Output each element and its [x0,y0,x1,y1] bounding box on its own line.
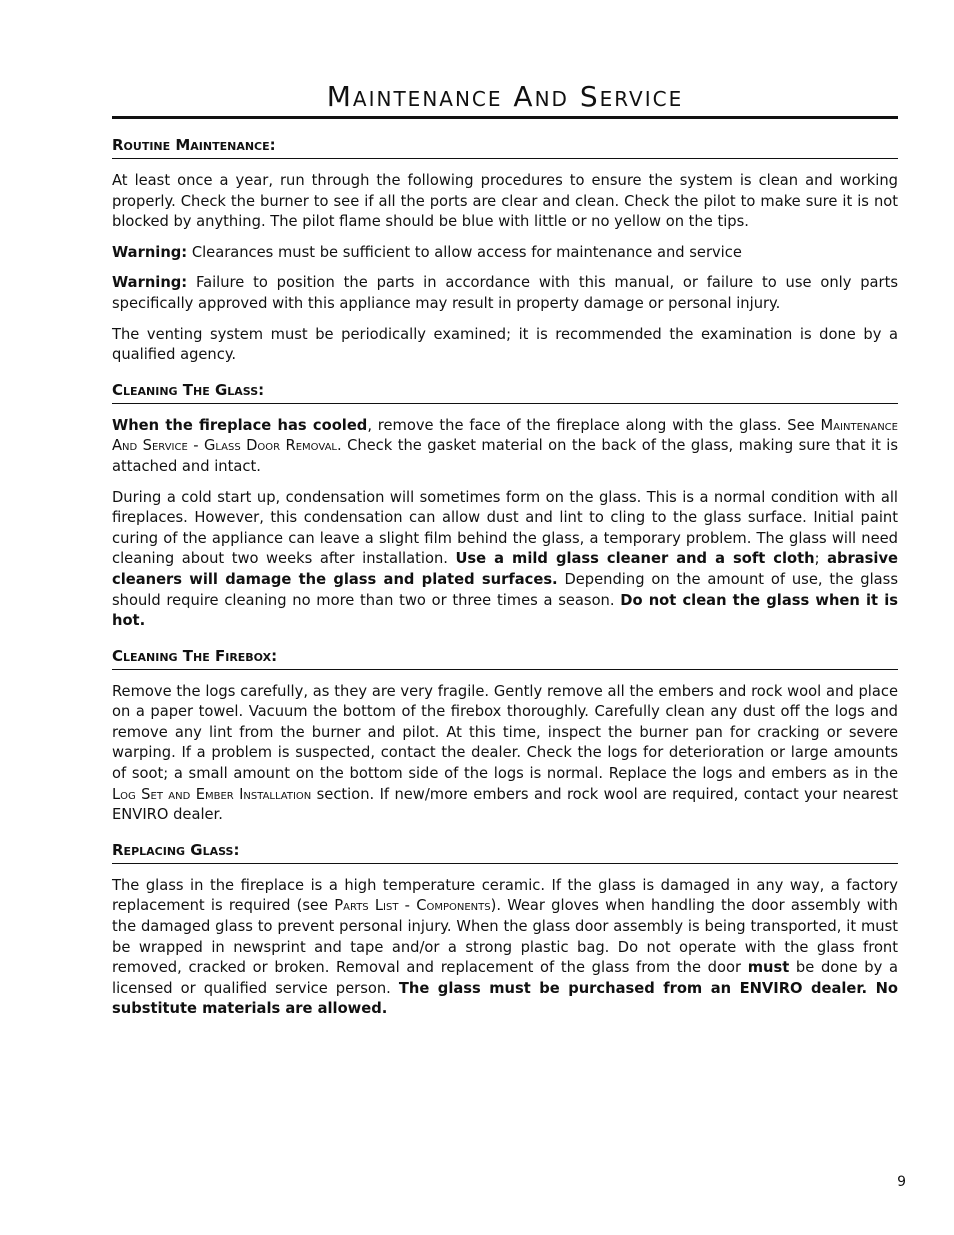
text-run: be done by a licensed or qualified service person. [112,959,898,997]
text-run: ). Wear gloves when handling the door assembly with the damaged glass to prevent personal injury. When the glass door assembly is being transported, it must be wrapped in newsprint and tape and/or a strong plastic bag. Do not operate with the glass front removed, cracked or broken. Removal and replacement of the glass from the door [112,897,898,977]
cooled-emphasis: When the fireplace has cooled [112,416,368,434]
section-heading-cleaning-firebox: Cleaning The Firebox: [112,646,898,670]
text-run: , remove the face of the fireplace along with the glass. See [367,416,821,434]
emphasis: must [747,959,790,977]
cross-reference: Parts List - Components [334,897,491,915]
routine-text: At least once a year, run through the following procedures to ensure the system is clean and working properly. Check the burner to see if all the ports are clear and clean. Check the pilot to make sure it is not blocked by anything. The pilot flame should be blue with little or no yellow on the tips. [112,172,898,231]
warning-label: Warning: [112,243,188,261]
page-number: 9 [897,1174,906,1190]
page-title: Maintenance And Service [112,80,898,119]
emphasis: Use a mild glass cleaner and a soft cloth [455,550,815,568]
cross-reference: Log Set and Ember Installation [112,785,312,803]
text-run: Remove the logs carefully, as they are very fragile. Gently remove all the embers and rock wool and place on a paper towel. Vacuum the bottom of the firebox thoroughly. Carefully clean any dust off the logs and remove any lint from the burner and pilot. At this time, inspect the burner pan for cracking or severe warping. If a problem is suspected, contact the dealer. Check the logs for deterioration or large amounts of soot; a small amount on the bottom side of the logs is normal. Replace the logs and embers as in the [112,682,898,783]
warning-text: Clearances must be sufficient to allow access for maintenance and service [187,243,742,261]
warning-clearances [112,243,898,264]
emphasis: The glass must be purchased from an ENVIRO dealer. No substitute materials are allowed. [112,979,898,1018]
cleaning-glass-paragraph-1 [112,416,898,478]
cleaning-firebox-paragraph [112,682,898,826]
warning-parts [112,273,898,314]
emphasis: Do not clean the glass when it is hot. [112,591,899,630]
section-heading-replacing-glass: Replacing Glass: [112,840,898,864]
text-run: During a cold start up, condensation will sometimes form on the glass. This is a normal condition with all fireplaces. However, this condensation can allow dust and lint to cling to the glass surface. Initial paint curing of the appliance can leave a slight film behind the glass, a temporary problem. The glass will need cleaning about two weeks after installation. [112,488,898,568]
page-content [112,80,898,1020]
section-heading-cleaning-glass: Cleaning The Glass: [112,380,898,404]
venting-text: The venting system must be periodically examined; it is recommended the examination is done by a qualified agency. [112,325,898,364]
text-run: . Check the gasket material on the back of the glass, making sure that it is attached and intact. [112,437,898,475]
text-run: section. If new/more embers and rock wool are required, contact your nearest ENVIRO dealer. [112,785,898,824]
text-run: ; [814,550,828,568]
routine-maintenance-paragraph [112,171,898,233]
section-heading-routine-maintenance: Routine Maintenance: [112,135,898,159]
venting-paragraph [112,325,898,366]
emphasis: abrasive cleaners will damage the glass and plated surfaces. [112,550,898,588]
warning-text: Failure to position the parts in accordance with this manual, or failure to use only parts specifically approved with this appliance may result in property damage or personal injury. [112,274,898,312]
cross-reference: Maintenance And Service - Glass Door Removal [112,416,898,455]
cleaning-glass-paragraph-2 [112,488,898,632]
replacing-glass-paragraph [112,876,898,1020]
text-run: The glass in the fireplace is a high temperature ceramic. If the glass is damaged in any way, a factory replacement is required (see [112,876,898,915]
warning-label: Warning: [112,274,188,292]
text-run: Depending on the amount of use, the glass should require cleaning no more than two or three times a season. [112,570,898,609]
